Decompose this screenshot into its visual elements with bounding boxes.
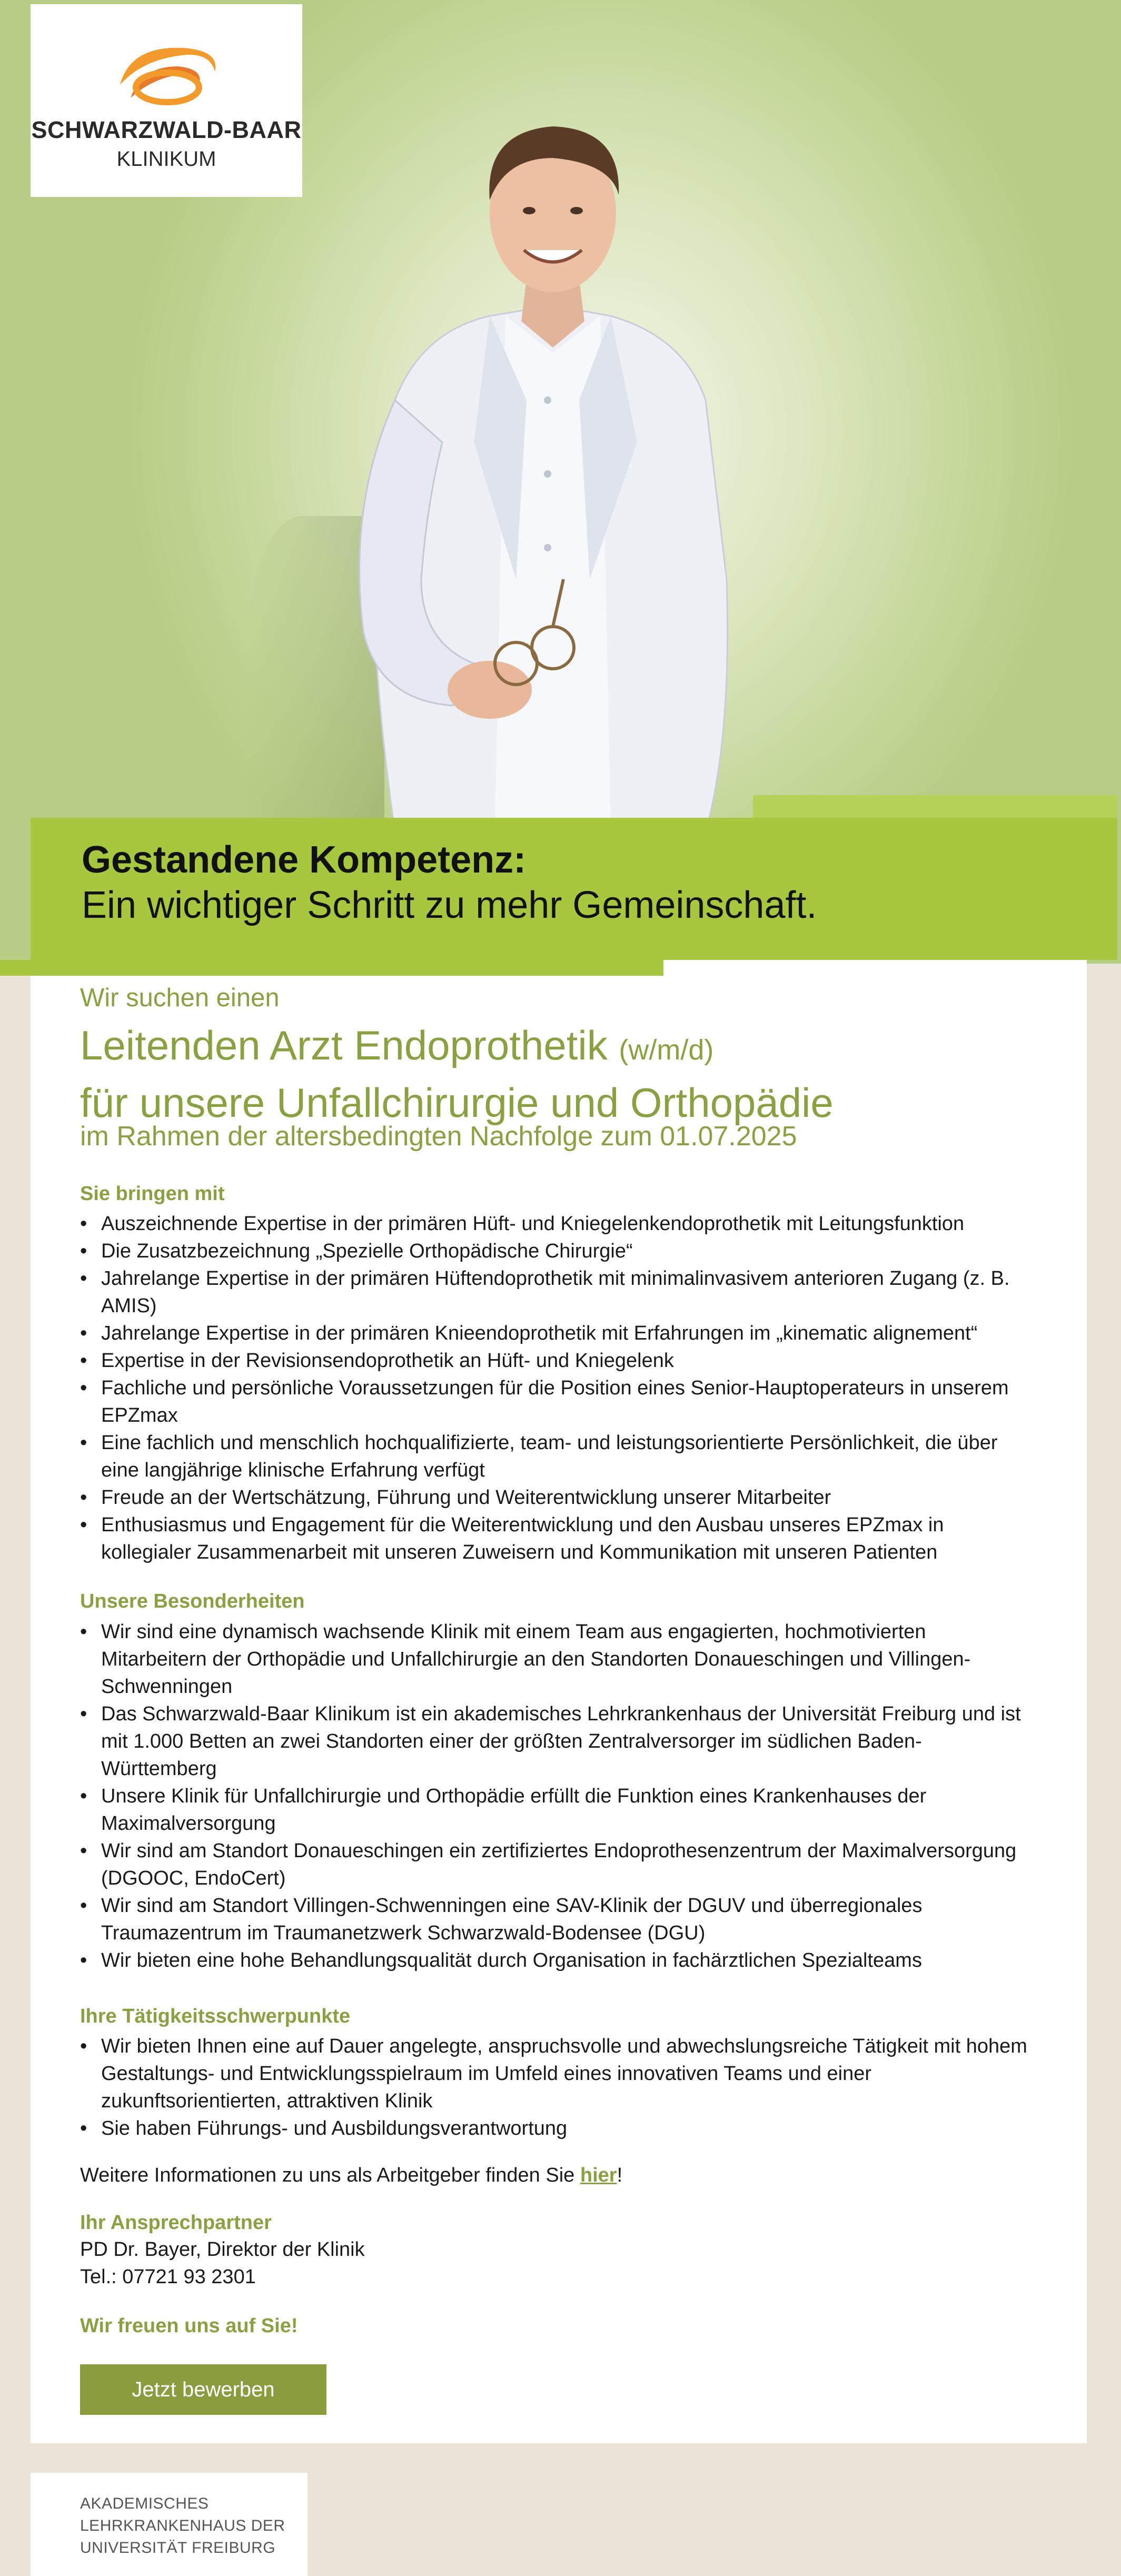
more-info-end: ! (617, 2164, 623, 2186)
job-title-line2: für unsere Unfallchirurgie und Orthopädie (80, 1079, 834, 1126)
banner-tail (0, 960, 663, 976)
job-intro: Wir suchen einen (80, 984, 280, 1012)
tasks-list (80, 2033, 1028, 2142)
footer-text: AKADEMISCHES LEHRKRANKENHAUS DER UNIVERSITÄT FREIBURG (80, 2495, 285, 2557)
footer-badge (31, 2473, 307, 2576)
requirements-list (80, 1210, 1028, 1566)
list-item: • Enthusiasmus und Engagement für die Weiterentwicklung und den Ausbau unseres EPZmax in kollegialer Zusammenarbeit mit unseren Zuweisern und Kommunikation mit unseren Patienten (80, 1511, 1028, 1566)
list-item: • Wir bieten eine hohe Behandlungsqualität durch Organisation in fachärztlichen Spezialteams (80, 1947, 1028, 1974)
job-subtitle: im Rahmen der altersbedingten Nachfolge zum 01.07.2025 (80, 1121, 797, 1152)
list-item: • Wir bieten Ihnen eine auf Dauer angelegte, anspruchsvolle und abwechslungsreiche Tätigkeit mit hohem Gestaltungs- und Entwicklungsspielraum im Umfeld eines innovativen Teams und einer zukunftsorientierten, attraktiven Klinik (80, 2033, 1028, 2115)
employer-info-link[interactable]: hier (580, 2164, 617, 2186)
list-item: • Jahrelange Expertise in der primären Knieendoprothetik mit Erfahrungen im „kinematic alignement“ (80, 1320, 1028, 1347)
doctor-illustration (316, 105, 790, 832)
list-item: • Die Zusatzbezeichnung „Spezielle Orthopädische Chirurgie“ (80, 1237, 1028, 1265)
closing-text: Wir freuen uns auf Sie! (80, 2315, 298, 2337)
logo-swirl-icon (110, 35, 225, 114)
list-item: • Eine fachlich und menschlich hochqualifizierte, team- und leistungsorientierte Persönlichkeit, die über eine langjährige klinische Erfahrung verfügt (80, 1429, 1028, 1484)
list-item: • Jahrelange Expertise in der primären Hüftendoprothetik mit minimalinvasivem anterioren Zugang (z. B. AMIS) (80, 1265, 1028, 1320)
job-title-line1: Leitenden Arzt Endoprothetik (80, 1022, 608, 1068)
list-item: • Wir sind am Standort Donaueschingen ein zertifiziertes Endoprothesenzentrum der Maximalversorgung (DGOOC, EndoCert) (80, 1837, 1028, 1892)
more-info-text: Weitere Informationen zu uns als Arbeitgeber finden Sie (80, 2164, 580, 2186)
features-heading: Unsere Besonderheiten (80, 1590, 305, 1612)
list-item: • Das Schwarzwald-Baar Klinikum ist ein akademisches Lehrkrankenhaus der Universität Freiburg und ist mit 1.000 Betten an zwei Standorten einer der größten Zentralversorger im südlichen Baden-Württemberg (80, 1700, 1028, 1782)
banner-title: Gestandene Kompetenz: (82, 839, 527, 881)
list-item: • Freude an der Wertschätzung, Führung und Weiterentwicklung unserer Mitarbeiter (80, 1484, 1028, 1511)
list-item: • Auszeichnende Expertise in der primären Hüft- und Kniegelenkendoprothetik mit Leitungsfunktion (80, 1210, 1028, 1237)
job-title-suffix: (w/m/d) (619, 1034, 714, 1066)
banner-subtitle: Ein wichtiger Schritt zu mehr Gemeinschaft. (82, 884, 817, 926)
contact-heading: Ihr Ansprechpartner (80, 2212, 272, 2234)
contact-name: PD Dr. Bayer, Direktor der Klinik (80, 2238, 365, 2261)
features-list (80, 1618, 1028, 1974)
logo (31, 4, 302, 197)
list-item: • Expertise in der Revisionsendoprothetik an Hüft- und Kniegelenk (80, 1347, 1028, 1374)
logo-subtitle: KLINIKUM (116, 147, 216, 171)
apply-button[interactable]: Jetzt bewerben (80, 2364, 326, 2415)
list-item: • Unsere Klinik für Unfallchirurgie und Orthopädie erfüllt die Funktion eines Krankenhauses der Maximalversorgung (80, 1782, 1028, 1837)
list-item: • Sie haben Führungs- und Ausbildungsverantwortung (80, 2115, 1028, 2142)
requirements-heading: Sie bringen mit (80, 1183, 225, 1205)
list-item: • Fachliche und persönliche Voraussetzungen für die Position eines Senior-Hauptoperateurs in unserem EPZmax (80, 1374, 1028, 1429)
tasks-heading: Ihre Tätigkeitsschwerpunkte (80, 2005, 351, 2027)
list-item: • Wir sind eine dynamisch wachsende Klinik mit einem Team aus engagierten, hochmotivierten Mitarbeitern der Orthopädie und Unfallchirurgie an den Standorten Donaueschingen und Villingen-Schwenningen (80, 1618, 1028, 1700)
contact-phone: Tel.: 07721 93 2301 (80, 2266, 256, 2288)
more-info (80, 2162, 622, 2189)
logo-name: SCHWARZWALD-BAAR (31, 116, 302, 143)
job-title (80, 1019, 1080, 1129)
list-item: • Wir sind am Standort Villingen-Schwenningen eine SAV-Klinik der DGUV und überregionales Traumazentrum im Traumanetzwerk Schwarzwald-Bodensee (DGU) (80, 1892, 1028, 1947)
